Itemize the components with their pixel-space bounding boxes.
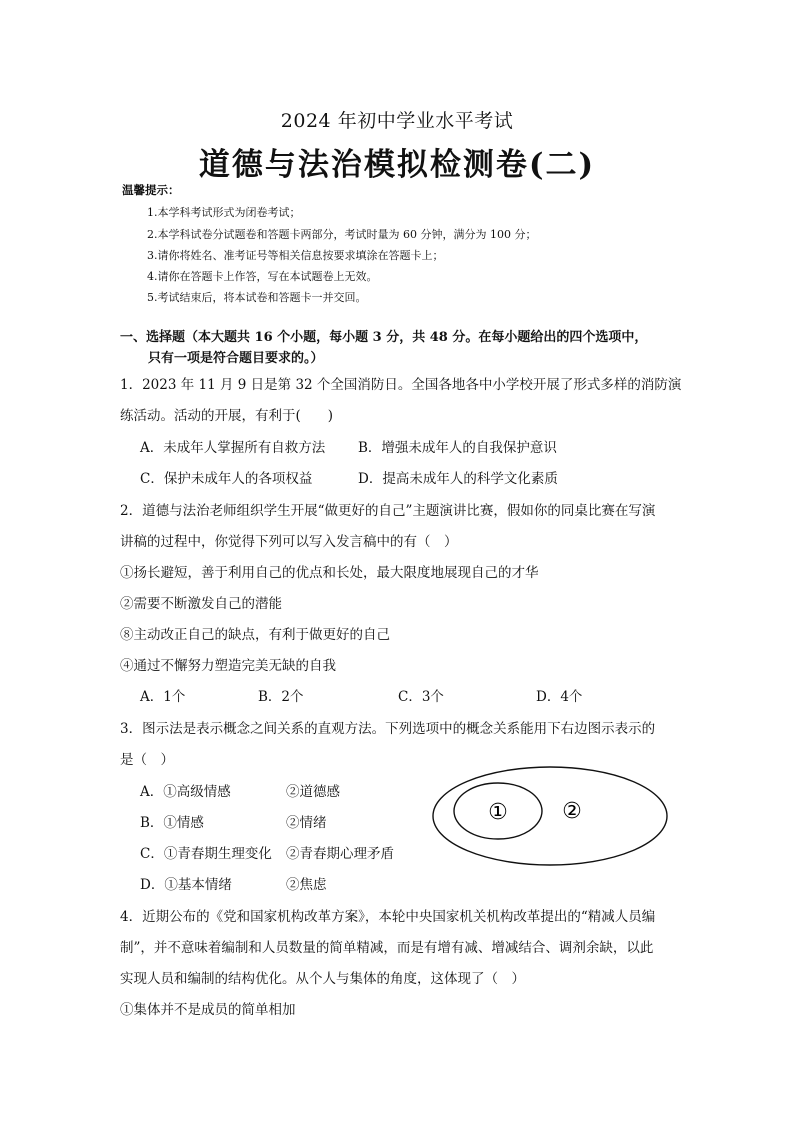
q2-statement: ①扬长避短，善于利用自己的优点和长处，最大限度地展现自己的才华 — [120, 565, 539, 581]
q1-option-b: B．增强未成年人的自我保护意识 — [358, 440, 557, 456]
q3-option-c: C．①青春期生理变化 — [140, 846, 272, 862]
q1-stem: 1．2023 年 11 月 9 日是第 32 个全国消防日。全国各地各中小学校开展了形式多样的消防演 — [120, 377, 682, 393]
q3-option-b-2: ②情绪 — [286, 815, 327, 831]
q2-statement: ⑧主动改正自己的缺点，有利于做更好的自己 — [120, 627, 390, 643]
tip-item: 3.请你将姓名、准考证号等相关信息按要求填涂在答题卡上； — [147, 249, 444, 262]
tip-item: 1.本学科考试形式为闭卷考试； — [147, 206, 301, 219]
q3-option-d-2: ②焦虑 — [286, 877, 327, 893]
q3-option-c-2: ②青春期心理矛盾 — [286, 846, 394, 862]
q2-option-d: D．4个 — [536, 689, 583, 705]
q4-stem-cont2: 实现人员和编制的结构优化。从个人与集体的角度，这体现了（ ） — [120, 971, 525, 987]
exam-subtitle: 道德与法治模拟检测卷(二) — [198, 147, 596, 183]
section-heading: 一、选择题（本大题共 16 个小题，每小题 3 分，共 48 分。在每小题给出的四个选项中， — [120, 330, 648, 345]
section-heading-cont: 只有一项是符合题目要求的。） — [148, 351, 324, 366]
q2-statement: ④通过不懈努力塑造完美无缺的自我 — [120, 658, 336, 674]
q4-statement: ①集体并不是成员的简单相加 — [120, 1002, 296, 1018]
q3-stem-cont: 是（ ） — [120, 752, 174, 768]
q2-option-a: A．1个 — [140, 689, 186, 705]
q2-statement: ②需要不断激发自己的潜能 — [120, 596, 282, 612]
q4-stem: 4．近期公布的《党和国家机构改革方案》，本轮中央国家机关机构改革提出的“精减人员编 — [120, 909, 656, 925]
concept-diagram — [430, 764, 670, 868]
q3-option-a-2: ②道德感 — [286, 784, 340, 800]
q2-option-b: B．2个 — [258, 689, 304, 705]
q2-stem-cont: 讲稿的过程中，你觉得下列可以写入发言稿中的有（ ） — [120, 534, 458, 550]
q3-option-a: A．①高级情感 — [140, 784, 231, 800]
q2-stem: 2．道德与法治老师组织学生开展“做更好的自己”主题演讲比赛，假如你的同桌比赛在写演 — [120, 503, 656, 519]
inner-label: ① — [488, 800, 508, 825]
q3-option-b: B．①情感 — [140, 815, 204, 831]
q1-option-a: A．未成年人掌握所有自救方法 — [140, 440, 326, 456]
q4-stem-cont: 制”，并不意味着编制和人员数量的简单精减，而是有增有减、增减结合、调剂余缺，以此 — [120, 940, 654, 956]
q3-option-d: D．①基本情绪 — [140, 877, 232, 893]
tip-item: 4.请你在答题卡上作答，写在本试题卷上无效。 — [147, 270, 378, 283]
outer-ellipse — [433, 767, 667, 865]
tip-item: 5.考试结束后，将本试卷和答题卡一并交回。 — [147, 291, 367, 304]
q1-option-c: C．保护未成年人的各项权益 — [140, 471, 313, 487]
q2-option-c: C．3个 — [398, 689, 444, 705]
tip-item: 2.本学科试卷分试题卷和答题卡两部分，考试时量为 60 分钟，满分为 100 分； — [147, 228, 537, 241]
exam-title: 2024 年初中学业水平考试 — [280, 110, 514, 132]
q3-stem: 3．图示法是表示概念之间关系的直观方法。下列选项中的概念关系能用下右边图示表示的 — [120, 721, 656, 737]
tips-heading: 温馨提示： — [122, 183, 180, 197]
outer-label: ② — [562, 799, 582, 824]
q1-option-d: D．提高未成年人的科学文化素质 — [358, 471, 558, 487]
q1-stem-cont: 练活动。活动的开展，有利于( ) — [120, 408, 334, 424]
